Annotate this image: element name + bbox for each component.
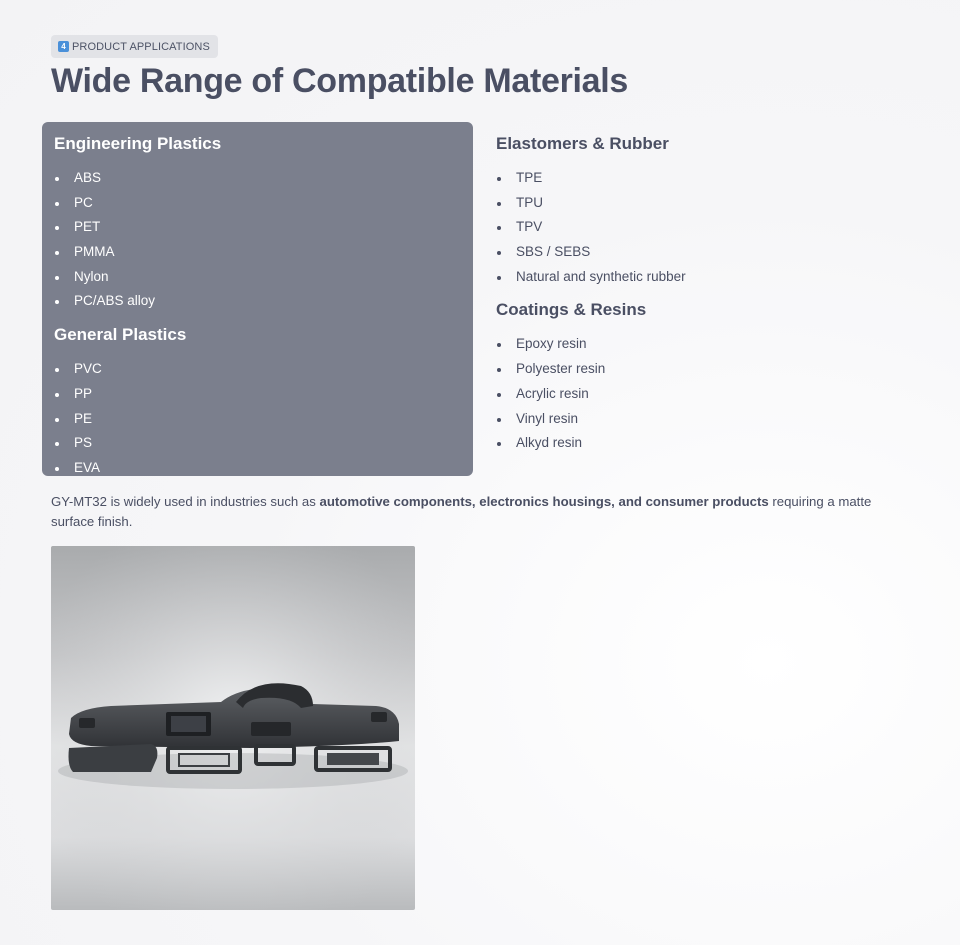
category-heading: General Plastics [54, 325, 187, 345]
material-list [54, 166, 464, 314]
list-item: PET [54, 215, 464, 240]
page-title: Wide Range of Compatible Materials [51, 62, 629, 100]
list-item: EVA [54, 456, 464, 481]
list-item: PVC [54, 357, 464, 382]
list-item: PE [54, 407, 464, 432]
material-list [54, 357, 464, 480]
list-item: Polyester resin [496, 357, 916, 382]
description-text [51, 492, 911, 532]
list-item: ABS [54, 166, 464, 191]
keycap-4-icon: 4 [58, 41, 69, 52]
list-item: Acrylic resin [496, 382, 916, 407]
list-item: PMMA [54, 240, 464, 265]
list-item: Natural and synthetic rubber [496, 265, 916, 290]
list-item: PC [54, 191, 464, 216]
product-photo [51, 546, 415, 910]
list-item: Alkyd resin [496, 431, 916, 456]
description-prefix: GY-MT32 is widely used in industries such as [51, 494, 320, 509]
list-item: SBS / SEBS [496, 240, 916, 265]
category-heading: Engineering Plastics [54, 134, 222, 153]
list-item: PS [54, 431, 464, 456]
dashboard-parts-illustration [51, 546, 415, 910]
left-column [54, 134, 464, 492]
section-badge [51, 35, 218, 58]
list-item: Nylon [54, 265, 464, 290]
description-highlight: automotive components, electronics housings, and consumer products [319, 494, 769, 509]
list-item: PC/ABS alloy [54, 289, 464, 314]
list-item: Vinyl resin [496, 407, 916, 432]
material-list [496, 166, 916, 289]
list-item: TPE [496, 166, 916, 191]
list-item: PP [54, 382, 464, 407]
right-column [496, 134, 916, 467]
material-list [496, 332, 916, 455]
list-item: TPV [496, 215, 916, 240]
category-heading: Elastomers & Rubber [496, 134, 669, 153]
list-item: TPU [496, 191, 916, 216]
section-badge-label: PRODUCT APPLICATIONS [72, 40, 210, 53]
list-item: Epoxy resin [496, 332, 916, 357]
category-heading: Coatings & Resins [496, 300, 647, 320]
description-suffix: requiring a matte surface finish. [51, 494, 872, 529]
